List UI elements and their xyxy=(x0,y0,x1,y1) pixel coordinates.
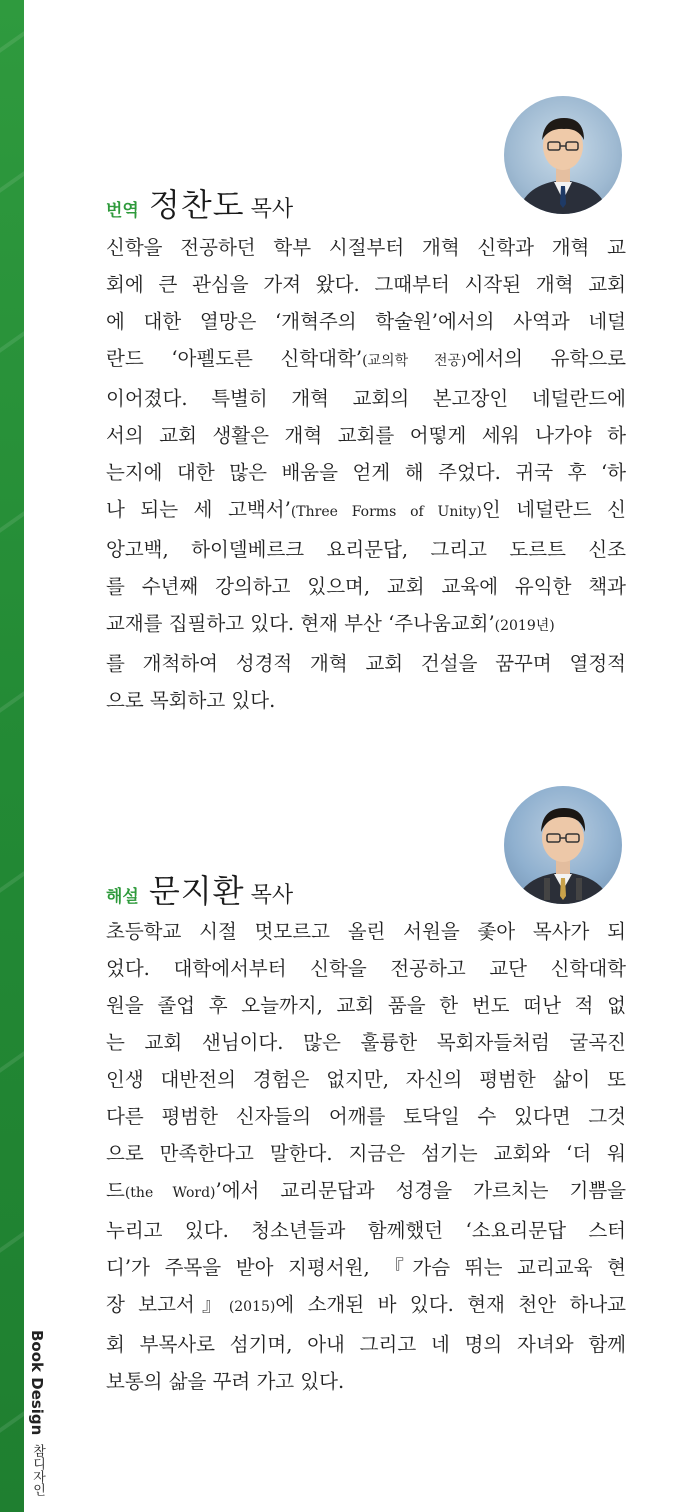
bio-line: 를 수년째 강의하고 있으며, 교회 교육에 유익한 책과 xyxy=(106,575,626,598)
bio-line: 신학을 전공하던 학부 시절부터 개혁 신학과 개혁 교 xyxy=(106,236,626,259)
translator-title: 목사 xyxy=(250,197,294,222)
bio-line: 를 개척하여 성경적 개혁 교회 건설을 꿈꾸며 열정적 xyxy=(106,652,626,675)
bio-line: 나 되는 세 고백서’(Three Forms of Unity)인 네덜란드 신 xyxy=(106,498,627,521)
bio-line: 원을 졸업 후 오늘까지, 교회 품을 한 번도 떠난 적 없 xyxy=(106,994,626,1017)
bio-line: 누리고 있다. 청소년들과 함께했던 ‘소요리문답 스터 xyxy=(106,1219,626,1242)
translator-bio xyxy=(106,229,626,719)
bio-line: 회 부목사로 섬기며, 아내 그리고 네 명의 자녀와 함께 xyxy=(106,1333,626,1356)
translator-photo xyxy=(504,96,622,214)
bio-line: 다른 평범한 신자들의 어깨를 토닥일 수 있다면 그것 xyxy=(106,1105,626,1128)
bio-line: 장 보고서』(2015)에 소개된 바 있다. 현재 천안 하나교 xyxy=(106,1293,627,1316)
translator-name: 정찬도 xyxy=(148,186,245,224)
bio-line: 인생 대반전의 경험은 없지만, 자신의 평범한 삶이 또 xyxy=(106,1068,626,1091)
commentator-name: 문지환 xyxy=(148,872,245,910)
credit-label: Book Design xyxy=(28,1330,46,1436)
bio-line: 란드 ‘아펠도른 신학대학’(교의학 전공)에서의 유학으로 xyxy=(106,347,626,370)
translator-role: 번역 xyxy=(106,201,139,221)
commentator-role: 해설 xyxy=(106,887,139,907)
bio-line: 이어졌다. 특별히 개혁 교회의 본고장인 네덜란드에 xyxy=(106,387,626,410)
translator-heading xyxy=(106,180,293,226)
bio-line: 디’가 주목을 받아 지평서원, 『가슴 뛰는 교리교육 현 xyxy=(106,1256,626,1279)
commentator-title: 목사 xyxy=(250,883,294,908)
bio-line: 는 교회 샌님이다. 많은 훌륭한 목회자들처럼 굴곡진 xyxy=(106,1031,626,1054)
commentator-photo xyxy=(504,786,622,904)
bio-line: 었다. 대학에서부터 신학을 전공하고 교단 신학대학 xyxy=(106,957,626,980)
commentator-bio xyxy=(106,913,626,1400)
green-side-band xyxy=(0,0,24,1512)
bio-line: 교재를 집필하고 있다. 현재 부산 ‘주나움교회’(2019년) xyxy=(106,612,555,635)
bio-line: 회에 큰 관심을 가져 왔다. 그때부터 시작된 개혁 교회 xyxy=(106,273,626,296)
bio-line: 는지에 대한 많은 배움을 얻게 해 주었다. 귀국 후 ‘하 xyxy=(106,461,626,484)
bio-line: 초등학교 시절 멋모르고 올린 서원을 좇아 목사가 되 xyxy=(106,920,626,943)
bio-line: 에 대한 열망은 ‘개혁주의 학술원’에서의 사역과 네덜 xyxy=(106,310,626,333)
bio-line: 보통의 삶을 꾸려 가고 있다. xyxy=(106,1370,345,1393)
bio-line: 앙고백, 하이델베르크 요리문답, 그리고 도르트 신조 xyxy=(106,538,626,561)
bio-line: 으로 만족한다고 말한다. 지금은 섬기는 교회와 ‘더 워 xyxy=(106,1142,626,1165)
bio-line: 서의 교회 생활은 개혁 교회를 어떻게 세워 나가야 하 xyxy=(106,424,626,447)
credit-studio: 참디자인 xyxy=(30,1444,45,1497)
commentator-heading xyxy=(106,866,293,912)
book-design-credit xyxy=(28,1330,47,1496)
bio-line: 드(the Word)’에서 교리문답과 성경을 가르치는 기쁨을 xyxy=(106,1179,626,1202)
bio-line: 으로 목회하고 있다. xyxy=(106,689,276,712)
